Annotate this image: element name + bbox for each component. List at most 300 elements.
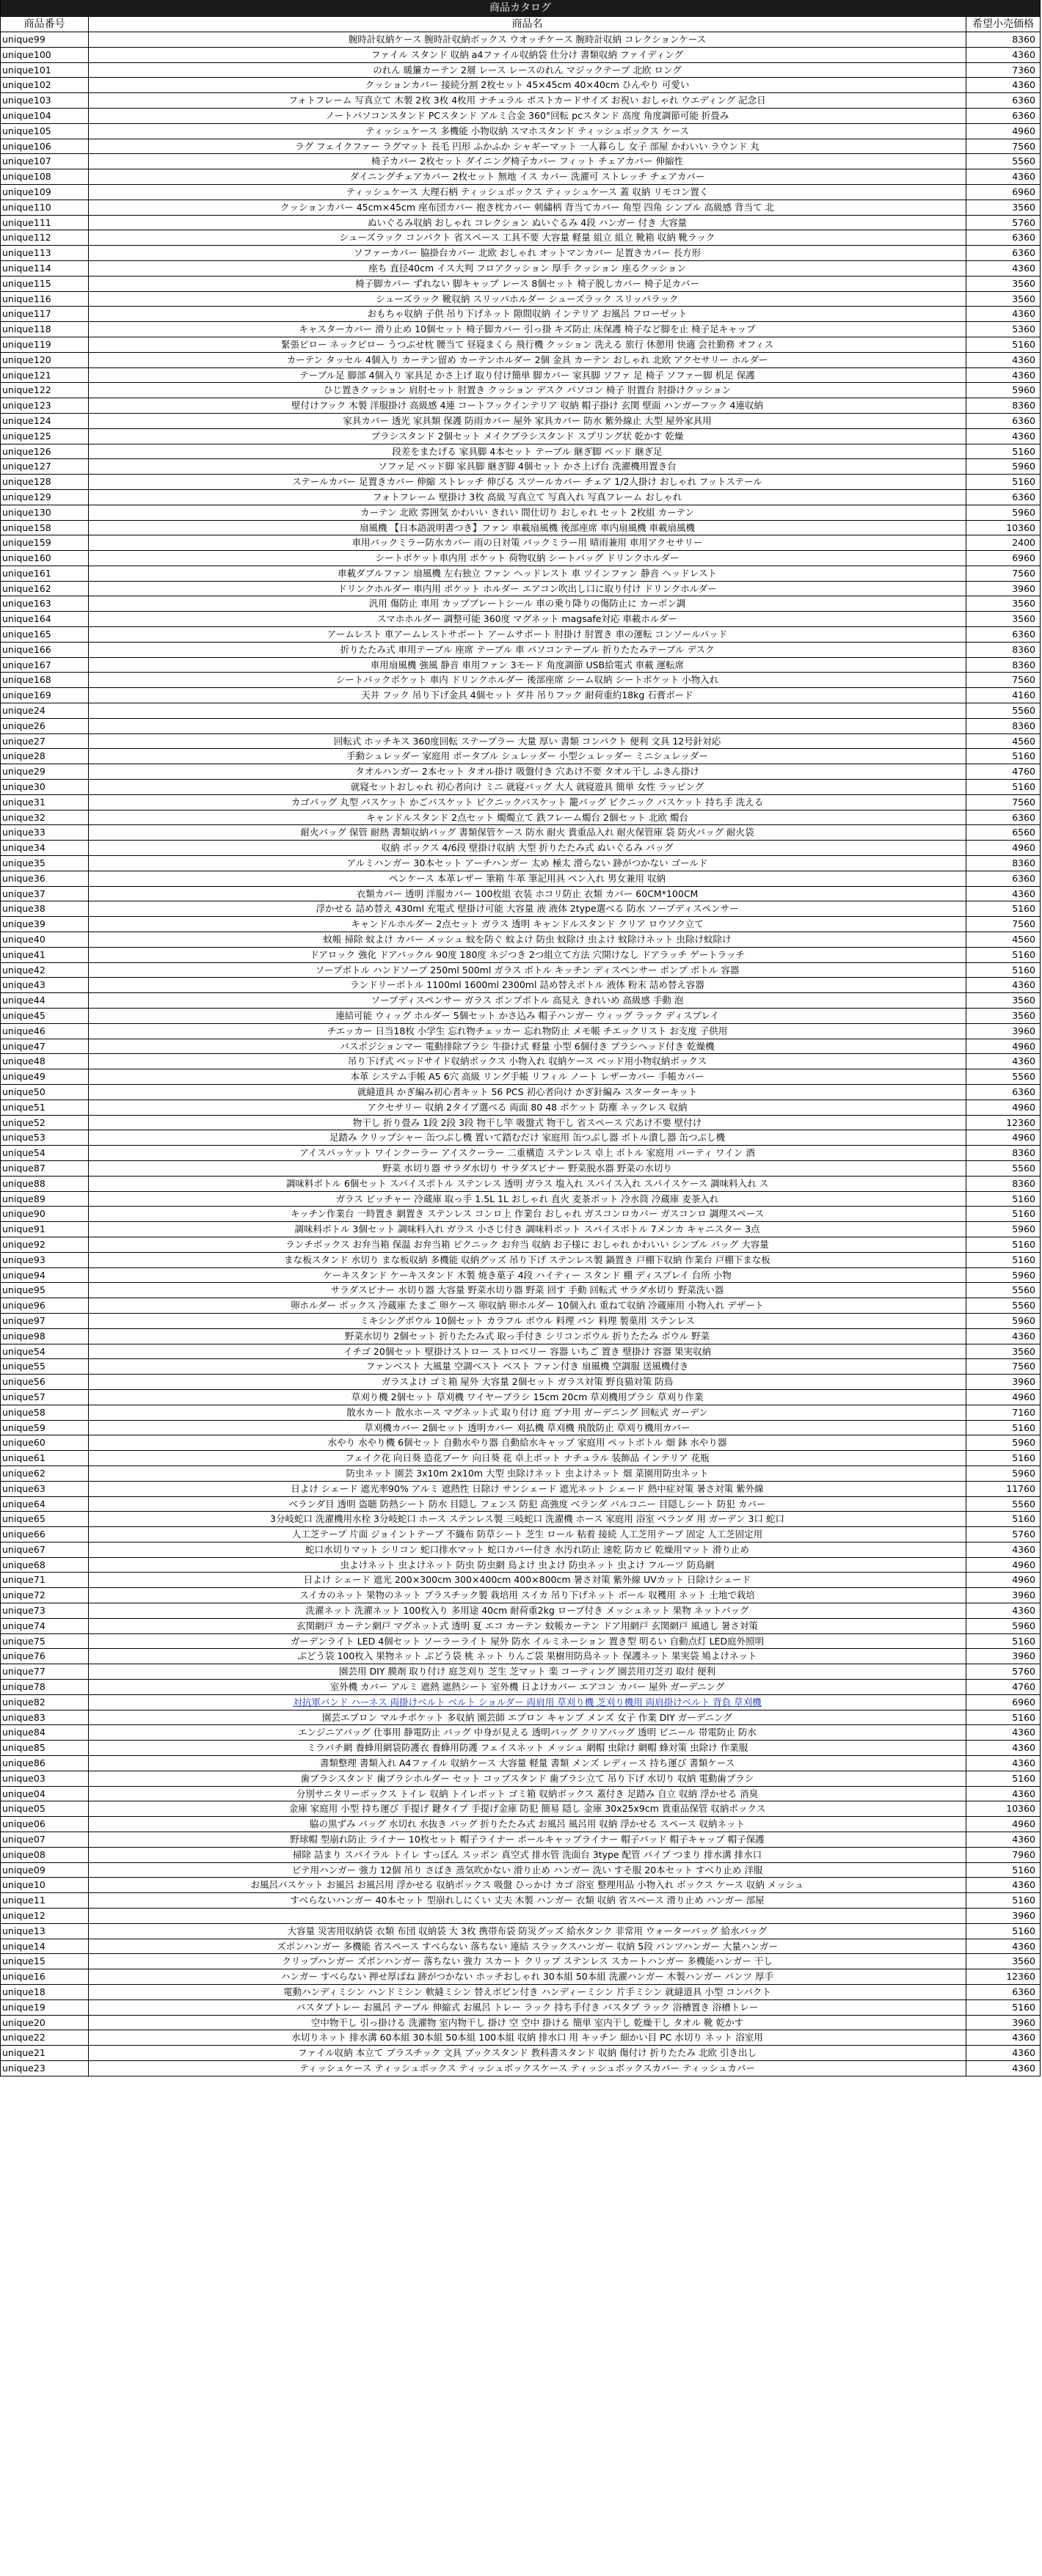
table-row[interactable] [1,1695,1040,1710]
price-cell: 5960 [1012,1314,1035,1326]
product-name-cell: 散水カート 散水ホース マグネット式 取り付け 庭 プナ用 ガーデニング 回転式 ガーデン [89,1405,966,1420]
price-cell: 3960 [1012,582,1035,594]
table-row [1,582,1040,597]
product-name-cell: 段差をまたげる 家具脚 4本セット テーブル 継ぎ脚 ベッド 継ぎ足 [89,444,966,459]
product-name-cell: タオルハンガー 2本セット タオル掛け 吸盤付き 穴あけ不要 タオル干し ふきん掛け [89,764,966,779]
product-name-cell: アクセサリー 収納 2タイプ選べる 両面 80 48 ポケット 防塵 ネックレス 収納 [89,1100,966,1115]
price-cell: 4960 [1012,1132,1035,1144]
product-name-cell: 大容量 災害用収納袋 衣類 布団 収納袋 大 3枚 携帯布袋 防災グッズ 給水タンク 非常用 ウォーターバッグ 給水バッグ [89,1924,966,1939]
product-name-cell: ミキシングボウル 10個セット カラフル ボウル 料理 パン 料理 製菓用 ステンレス [89,1314,966,1328]
product-id-cell: unique11 [1,1893,89,1908]
price-cell: 6360 [1012,629,1035,640]
table-row [1,63,1040,78]
table-row [1,627,1040,643]
table-row [1,1192,1040,1207]
product-name-cell: カゴバッグ 丸型 バスケット かごバスケット ピクニックバスケット 籠バッグ ピクニック バスケット 持ち手 洗える [89,795,966,810]
product-id-cell: unique85 [1,1741,89,1755]
table-row [1,1801,1040,1817]
table-row [1,1771,1040,1787]
table-row [1,1146,1040,1161]
product-id-cell: unique159 [1,535,89,550]
product-name-cell: バスタブトレー お風呂 テーブル 伸縮式 お風呂 トレー ラック 持ち手付き バスタブ ラック 浴槽置き 浴槽トレー [89,2000,966,2015]
table-row [1,1954,1040,1969]
product-id-cell: unique29 [1,764,89,779]
product-id-cell: unique21 [1,2046,89,2060]
price-cell: 6960 [1012,552,1035,564]
product-name-cell: ラグ フェイクファー ラグマット 長毛 円形 ふかふか シャギーマット 一人暮らし 女子 部屋 かわいい ラウンド 丸 [89,139,966,154]
table-row [1,1878,1040,1893]
product-id-cell: unique125 [1,429,89,444]
price-cell: 3960 [1012,1025,1035,1036]
product-name-cell: 汎用 傷防止 車用 カップブレートシール 車の乗り降りの傷防止に カーボン調 [89,596,966,611]
table-row [1,825,1040,841]
product-name-cell: 収納 ボックス 4/6段 壁掛け収納 大型 折りたたみ式 ぬいぐるみ バッグ [89,841,966,855]
product-name-cell: 座ち 直径40cm イス大判 フロアクッション 厚手 クッション 座るクッション [89,261,966,276]
price-cell: 4960 [1012,1574,1035,1586]
product-id-cell: unique10 [1,1878,89,1892]
table-row [1,1573,1040,1588]
table-row [1,1130,1040,1146]
price-cell: 6360 [1012,414,1035,426]
price-cell: 4360 [1012,262,1035,274]
price-cell: 4360 [1012,1727,1035,1738]
product-name-cell: 回転式 ホッチキス 360度回転 ステープラー 大量 厚い 書類 コンパクト 便利 文具 12号針対応 [89,734,966,749]
price-cell: 4560 [1012,934,1035,945]
table-header [1,17,1040,32]
price-cell: 8360 [1012,643,1035,655]
table-row [1,811,1040,826]
table-row [1,1482,1040,1497]
table-row [1,1649,1040,1664]
product-id-cell: unique09 [1,1863,89,1878]
table-row [1,1298,1040,1314]
price-cell: 5160 [1012,781,1035,793]
product-name-cell: カーテン 北欧 雰囲気 かわいい きれい 間仕切り おしゃれ セット 2枚組 カーテン [89,505,966,520]
table-row [1,185,1040,200]
price-cell: 5160 [1012,1254,1035,1265]
table-row [1,1924,1040,1939]
price-cell: 8360 [1012,857,1035,869]
table-row [1,993,1040,1009]
table-row [1,1634,1040,1650]
product-id-cell: unique105 [1,124,89,139]
table-row [1,337,1040,353]
product-name-cell: ランチボックス お弁当箱 保温 お弁当箱 ピクニック お弁当 収納 お子様に おしゃれ かわいい シンプル バッグ 大容量 [89,1237,966,1252]
product-id-cell: unique31 [1,795,89,810]
product-id-cell: unique03 [1,1771,89,1786]
price-cell: 3960 [1012,2016,1035,2028]
product-name-cell: プラシスタンド 2個セット メイクブラシスタンド スプリング状 乾かす 乾燥 [89,429,966,444]
table-row [1,932,1040,948]
product-name-cell: 日よけ シェード 遮光率90% アルミ 遮熱性 日除け サンシェード 遮光ネット シェード 熱中症対策 暑さ対策 紫外線 [89,1482,966,1496]
price-cell: 3560 [1012,1345,1035,1357]
product-name-cell: クッションカバー 45cm×45cm 座布団カバー 抱き枕カバー 刺繍柄 背当てカバー 角型 四角 シンプル 高級感 背当て 北 [89,200,966,215]
table-row [1,1756,1040,1771]
table-row [1,1009,1040,1024]
table-row [1,277,1040,292]
table-row [1,1405,1040,1421]
table-row [1,1710,1040,1726]
product-name-cell [89,719,966,733]
price-cell: 5760 [1012,1529,1035,1540]
product-id-cell: unique05 [1,1801,89,1816]
product-name-cell: 手動シュレッダー 家庭用 ポータブル シュレッダー 小型シュレッダー ミニシュレッダー [89,749,966,764]
price-cell: 6360 [1012,95,1035,106]
price-cell: 5160 [1012,1711,1035,1723]
product-id-cell: unique115 [1,277,89,291]
price-cell: 5960 [1012,506,1035,518]
price-cell: 8360 [1012,34,1035,45]
product-name-cell: 水やり 水やり機 6個セット 自動水やり器 自動給水キャップ 家庭用 ペットボトル 畑 鉢 水やり器 [89,1435,966,1450]
price-cell: 7560 [1012,918,1035,930]
table-row [1,795,1040,811]
product-name-cell: 足踏み クリップシャー 缶つぶし機 置いて踏むだけ 家庭用 缶つぶし器 ボトル潰し器 缶つぶし機 [89,1130,966,1145]
price-cell: 5160 [1012,1772,1035,1784]
table-row [1,246,1040,261]
price-cell: 8360 [1012,720,1035,731]
price-cell: 5560 [1012,705,1035,717]
product-id-cell: unique101 [1,63,89,78]
product-name-cell: チエッカー 日当18枚 小学生 忘れ物チェッカー 忘れ物防止 メモ帳 チエックリスト お支度 子供用 [89,1024,966,1039]
product-id-cell: unique165 [1,627,89,642]
price-cell: 4360 [1012,888,1035,899]
product-id-cell: unique84 [1,1725,89,1740]
table-row [1,139,1040,155]
product-id-cell: unique58 [1,1405,89,1420]
product-id-cell: unique30 [1,780,89,794]
header-name: 商品名 [89,17,966,32]
table-row [1,948,1040,963]
product-name-cell: 家具カバー 透光 家具類 保護 防雨カバー 屋外 家具カバー 防水 紫外線止 大型 屋外家具用 [89,414,966,428]
price-cell: 5960 [1012,1620,1035,1631]
price-cell: 4360 [1012,2032,1035,2043]
price-cell: 4360 [1012,2062,1035,2074]
product-id-cell: unique18 [1,1985,89,1999]
price-cell: 5960 [1012,461,1035,472]
product-name-cell: 脇の黒ずみ バッグ 水切れ 水抜き バッグ 折りたたみ式 お風呂 風呂用 収納 浮かせる スペース 収納ネット [89,1817,966,1832]
product-name-cell: 車載ダブルファン 扇風機 左右独立 ファン ヘッドレスト 車 ツインファン 静音 ヘッドレスト [89,566,966,581]
price-cell: 4360 [1012,2047,1035,2059]
price-cell: 6360 [1012,247,1035,259]
product-id-cell: unique67 [1,1543,89,1557]
product-name-cell: 壁付けフック 木製 洋服掛け 高級感 4連 コートフックインテリア 収納 帽子掛け 玄関 壁面 ハンガーフック 4連収納 [89,398,966,413]
table-row [1,200,1040,216]
table-row [1,1832,1040,1848]
product-id-cell: unique47 [1,1039,89,1054]
product-name-cell: ファイル収納 本立て プラスチック 文具 ブックスタンド 教科書スタンド 収納 傷付け 折りたたみ 北欧 引き出し [89,2046,966,2060]
product-name-cell: ソファ足 ベッド脚 家具脚 継ぎ脚 4個セット かさ上げ台 洗濯機用置き台 [89,459,966,474]
product-id-cell: unique33 [1,825,89,840]
product-id-cell: unique95 [1,1283,89,1298]
product-name-cell: 車用バックミラー防水カバー 雨の日対策 バックミラー用 晴雨兼用 車用アクセサリー [89,535,966,550]
product-id-cell: unique76 [1,1649,89,1664]
product-name-cell: ズボンハンガー 多機能 省スペース すべらない 落ちない 連結 スラックスハンガー 収納 5段 パンツハンガー 大量ハンガー [89,1939,966,1954]
product-name-cell: シューズラック 靴収納 スリッパホルダー シューズラック スリッパラック [89,292,966,307]
price-cell: 5160 [1012,1193,1035,1204]
product-id-cell: unique130 [1,505,89,520]
product-name-cell: ミラバチ網 養蜂用網袋防護衣 養蜂用防護 フェイスネット メッシュ 網帽 虫除け 網帽 蜂対策 虫除け 作業服 [89,1741,966,1755]
table-row [1,353,1040,368]
product-name-cell: 天井 フック 吊り下げ金具 4個セット ダ井 吊りフック 耐荷重約18kg 石膏ボード [89,688,966,703]
price-cell: 3960 [1012,1376,1035,1388]
price-cell: 3560 [1012,293,1035,304]
product-id-cell: unique161 [1,566,89,581]
table-row [1,1848,1040,1863]
product-id-cell: unique87 [1,1161,89,1176]
table-row [1,444,1040,460]
table-row [1,871,1040,887]
price-cell: 6360 [1012,872,1035,884]
product-name-cell: クッションカバー 接続分割 2枚セット 45×45cm 40×40cm ひんやり 可愛い [89,78,966,92]
table-row [1,307,1040,322]
table-row [1,93,1040,109]
table-row [1,1619,1040,1634]
price-cell: 4360 [1012,79,1035,91]
header-id: 商品番号 [1,17,89,32]
price-cell: 5560 [1012,1162,1035,1174]
price-cell: 5160 [1012,1925,1035,1936]
table-row [1,169,1040,185]
product-id-cell: unique34 [1,841,89,855]
table-row [1,1222,1040,1237]
price-cell: 4360 [1012,1742,1035,1754]
product-id-cell: unique49 [1,1069,89,1084]
table-row [1,1344,1040,1360]
price-cell: 7560 [1012,796,1035,808]
product-id-cell: unique97 [1,1314,89,1328]
product-id-cell: unique39 [1,917,89,932]
product-id-cell: unique48 [1,1054,89,1069]
product-id-cell: unique92 [1,1237,89,1252]
product-name-cell: ひじ置きクッション 肩肘セット 肘置き クッション デスク パソコン 椅子 肘置台 肘掛けクッション [89,383,966,398]
price-cell: 5360 [1012,323,1035,335]
table-row [1,1497,1040,1512]
product-name-cell: ガラスよけ ゴミ箱 屋外 大容量 2個セット ガラス対策 野良猫対策 防鳥 [89,1375,966,1389]
product-name-cell: キャンドルホルダー 2点セット ガラス 透明 キャンドルスタンド クリア ロウソク立て [89,917,966,932]
price-cell: 4360 [1012,979,1035,991]
product-name-cell: 野菜水切り 2個セット 折りたたみ式 取っ手付き シリコンボウル 折りたたみ ボウル 野菜 [89,1329,966,1344]
product-id-cell: unique57 [1,1390,89,1405]
price-cell: 4360 [1012,369,1035,381]
product-id-cell: unique64 [1,1497,89,1512]
table-row [1,1451,1040,1466]
product-id-cell: unique162 [1,582,89,596]
product-id-cell: unique53 [1,1130,89,1145]
price-cell: 4360 [1012,1330,1035,1342]
table-row [1,292,1040,307]
product-name-cell: 衣類カバー 透明 洋服カバー 100枚組 衣装 ホコリ防止 衣類 カバー 60CM*100CM [89,887,966,901]
price-cell: 5160 [1012,1864,1035,1876]
product-id-cell: unique66 [1,1527,89,1542]
table-row [1,1543,1040,1558]
product-name-cell: 折りたたみ式 車用テーブル 座席 テーブル 車 パソコンテーブル 折りたたみテーブル デスク [89,643,966,657]
product-id-cell: unique113 [1,246,89,260]
price-cell: 7560 [1012,567,1035,579]
product-name-cell: ランドリーボトル 1100ml 1600ml 2300ml 詰め替えボトル 液体 粉末 詰め替え容器 [89,978,966,992]
price-cell: 5560 [1012,1498,1035,1510]
price-cell: 3960 [1012,1589,1035,1601]
product-id-cell: unique20 [1,2016,89,2030]
product-id-cell: unique51 [1,1100,89,1115]
price-cell: 8360 [1012,1147,1035,1159]
price-cell: 7560 [1012,674,1035,686]
table-row [1,475,1040,490]
table-row [1,1969,1040,1985]
product-id-cell: unique75 [1,1634,89,1649]
price-cell: 6960 [1012,186,1035,197]
table-row [1,1421,1040,1436]
product-name-cell: 分別サニタリーボックス トイレ 収納 トイレポット ゴミ箱 収納ボックス 蓋付き 足踏み 自立 収納 浮かせる 消臭 [89,1787,966,1801]
table-row [1,1893,1040,1909]
product-id-cell: unique93 [1,1253,89,1267]
product-id-cell: unique114 [1,261,89,276]
table-row [1,963,1040,978]
price-cell: 11760 [1006,1482,1035,1494]
product-name-cell: ドアロック 強化 ドアバックル 90度 180度 ネジつき 2つ組立て方法 穴開けなし ドアラッチ ゲートラッチ [89,948,966,962]
product-name-cell: フォトフレーム 写真立て 木製 2枚 3枚 4枚用 ナチュラル ポストカードサイズ お祝い おしゃれ ウエディング 記念日 [89,93,966,108]
product-name-cell: 卵ホルダー ボックス 冷蔵庫 たまご 卵ケース 卵収納 卵ホルダー 10個入れ 重ねて収納 冷蔵庫用 小物入れ デザート [89,1298,966,1313]
product-name-cell: スイカのネット 果物のネット プラスチック製 栽培用 スイカ 吊り下げネット ボール 収穫用 ネット 土地で栽培 [89,1588,966,1603]
price-cell: 5160 [1012,1238,1035,1250]
table-row [1,124,1040,139]
product-name-cell: 3分岐蛇口 洗濯機用水栓 3分岐蛇口 ホース ステンレス製 三岐蛇口 洗濯機 ホース 家庭用 浴室 ベランダ 用 ガーデン 3口 蛇口 [89,1512,966,1526]
table-row [1,1725,1040,1741]
table-row [1,490,1040,505]
product-name-cell: 腕時計収納ケース 腕時計収納ボックス ウオッチケース 腕時計収納 コレクションケース [89,32,966,47]
table-row [1,719,1040,734]
product-id-cell: unique123 [1,398,89,413]
table-row [1,383,1040,398]
price-cell: 5960 [1012,1223,1035,1235]
product-id-cell: unique37 [1,887,89,901]
table-row [1,1054,1040,1069]
product-id-cell: unique59 [1,1421,89,1435]
product-name-cell: キッチン作業台 一時置き 網置き ステンレス コンロ上 作業台 おしゃれ ガスコンロカバー ガスコンロ 調理スペース [89,1207,966,1221]
table-row [1,1741,1040,1756]
product-name-cell: ぶどう袋 100枚入 果物ネット ぶどう袋 桃 ネット りんご袋 果樹用防鳥ネット 保護ネット 果実袋 鳩よけネット [89,1649,966,1664]
price-cell: 4760 [1012,766,1035,777]
product-id-cell: unique88 [1,1177,89,1191]
price-cell: 6360 [1012,109,1035,121]
price-cell: 10360 [1006,1803,1035,1815]
product-id-cell: unique94 [1,1268,89,1283]
table-row [1,1787,1040,1802]
table-row [1,505,1040,521]
price-cell: 4360 [1012,308,1035,320]
product-id-cell: unique42 [1,963,89,978]
product-id-cell: unique167 [1,658,89,673]
product-name-cell: ダイニングチェアカバー 2枚セット 無地 イス カバー 洗濯可 ストレッチ チェアカバー [89,169,966,184]
product-name-cell: 調味料ボトル 3個セット 調味料入れ ガラス 小さじ付き 調味料ポット スパイスボトル 7メンカ キャニスター 3点 [89,1222,966,1237]
product-id-cell: unique96 [1,1298,89,1313]
table-row [1,1329,1040,1344]
price-cell: 4760 [1012,1681,1035,1693]
table-row [1,1359,1040,1375]
table-row [1,1435,1040,1451]
table-row [1,1024,1040,1039]
product-id-cell: unique44 [1,993,89,1008]
price-cell: 7960 [1012,1848,1035,1860]
table-row [1,596,1040,612]
product-name-cell: のれん 暖簾カーテン 2層 レース レースのれん マジックテープ 北欧 ロング [89,63,966,78]
product-id-cell: unique72 [1,1588,89,1603]
table-row [1,1527,1040,1543]
product-name-cell: 園芸用 DIY 膜剤 取り付け 庭芝刈り 芝生 芝マット 楽 コーティング 園芸用刃芝刃 取付 便利 [89,1664,966,1679]
product-name-cell[interactable]: 対抗軍バンド ハーネス 両掛けベルト ベルト ショルダー 両肩用 草刈り機 芝刈り機用 両肩掛けベルト 背負 草刈機 [89,1695,966,1710]
product-id-cell: unique122 [1,383,89,398]
product-name-cell: 掃除 詰まり スパイラル トイレ すっぽん スッポン 真空式 排水管 洗面台 3type 配管 パイプ つまり 排水溝 排水口 [89,1848,966,1862]
product-id-cell: unique62 [1,1466,89,1481]
price-cell: 3560 [1012,995,1035,1006]
product-name-cell: イチゴ 20個セット 壁掛けストロー ストロベリー 容器 いちご 置き 壁掛け 容器 果実収納 [89,1344,966,1359]
product-id-cell: unique119 [1,337,89,352]
product-id-cell: unique117 [1,307,89,321]
table-row [1,643,1040,658]
product-name-cell: ペンケース 本革レザー 筆箱 牛革 筆記用具 ペン入れ 男女兼用 収納 [89,871,966,886]
table-row [1,1268,1040,1284]
price-cell: 3960 [1012,1650,1035,1662]
product-name-cell: エンジニアバッグ 仕事用 静電防止 バッグ 中身が見える 透明バッグ クリアバッグ 透明 ビニール 帯電防止 防水 [89,1725,966,1740]
product-name-cell: 防虫ネット 園芸 3x10m 2x10m 大型 虫除けネット 虫よけネット 畑 菜園用防虫ネット [89,1466,966,1481]
table-row [1,1207,1040,1222]
product-name-cell: 物干し 折り畳み 1段 2段 3段 物干し竿 吸盤式 物干し 省スペース 穴あけ不要 壁付け [89,1116,966,1130]
product-id-cell: unique166 [1,643,89,657]
price-cell: 4560 [1012,735,1035,747]
product-id-cell: unique26 [1,719,89,733]
table-row [1,1283,1040,1298]
product-id-cell: unique90 [1,1207,89,1221]
product-id-cell: unique103 [1,93,89,108]
product-name-cell: サラダスピナー 水切り器 大容量 野菜水切り器 野菜 回す 手動 回転式 サラダ水切り 野菜洗い器 [89,1283,966,1298]
table-row [1,734,1040,750]
product-name-cell: ファンベスト 大風量 空調ベスト ベスト ファン付き 扇風機 空調服 送風機付き [89,1359,966,1374]
product-id-cell: unique74 [1,1619,89,1633]
product-id-cell: unique12 [1,1909,89,1923]
price-cell: 7160 [1012,1406,1035,1418]
table-row [1,322,1040,337]
price-cell: 3560 [1012,277,1035,289]
price-cell: 5560 [1012,1284,1035,1296]
table-row [1,658,1040,673]
product-id-cell: unique06 [1,1817,89,1832]
product-id-cell: unique08 [1,1848,89,1862]
table-row [1,2061,1040,2076]
product-name-cell: フェイク花 向日葵 造花ブーケ 向日葵 花 卓上ポット ナチュラル 装飾品 インテリア 花瓶 [89,1451,966,1466]
table-row [1,901,1040,917]
product-name-cell: フォトフレーム 壁掛け 3枚 高級 写真立て 写真入れ 写真フレーム おしゃれ [89,490,966,505]
price-cell: 3560 [1012,613,1035,625]
product-id-cell: unique89 [1,1192,89,1207]
product-name-cell: ソープディスペンサー ガラス ポンプボトル 高見え きれいめ 高級感 手動 泡 [89,993,966,1008]
sheet-title: 商品カタログ [1,0,1040,17]
price-cell: 5560 [1012,1300,1035,1311]
price-cell: 4960 [1012,125,1035,136]
price-cell: 7560 [1012,1361,1035,1372]
table-row [1,1116,1040,1131]
table-row [1,2000,1040,2016]
price-cell: 4360 [1012,1788,1035,1799]
product-name-cell: アルミハンガー 30本セット アーチハンガー 太め 極太 滑らない 跡がつかない ゴールド [89,856,966,871]
product-name-cell: クリップハンガー ズボンハンガー 落ちない 強力 スカート クリップ ステンレス スカートハンガー 多機能ハンガー 干し [89,1954,966,1969]
price-cell: 6360 [1012,811,1035,823]
product-id-cell: unique121 [1,368,89,383]
price-cell: 7360 [1012,64,1035,76]
product-id-cell: unique164 [1,612,89,626]
product-id-cell: unique16 [1,1969,89,1984]
table-row [1,535,1040,551]
product-id-cell: unique163 [1,596,89,611]
price-cell: 7560 [1012,140,1035,152]
